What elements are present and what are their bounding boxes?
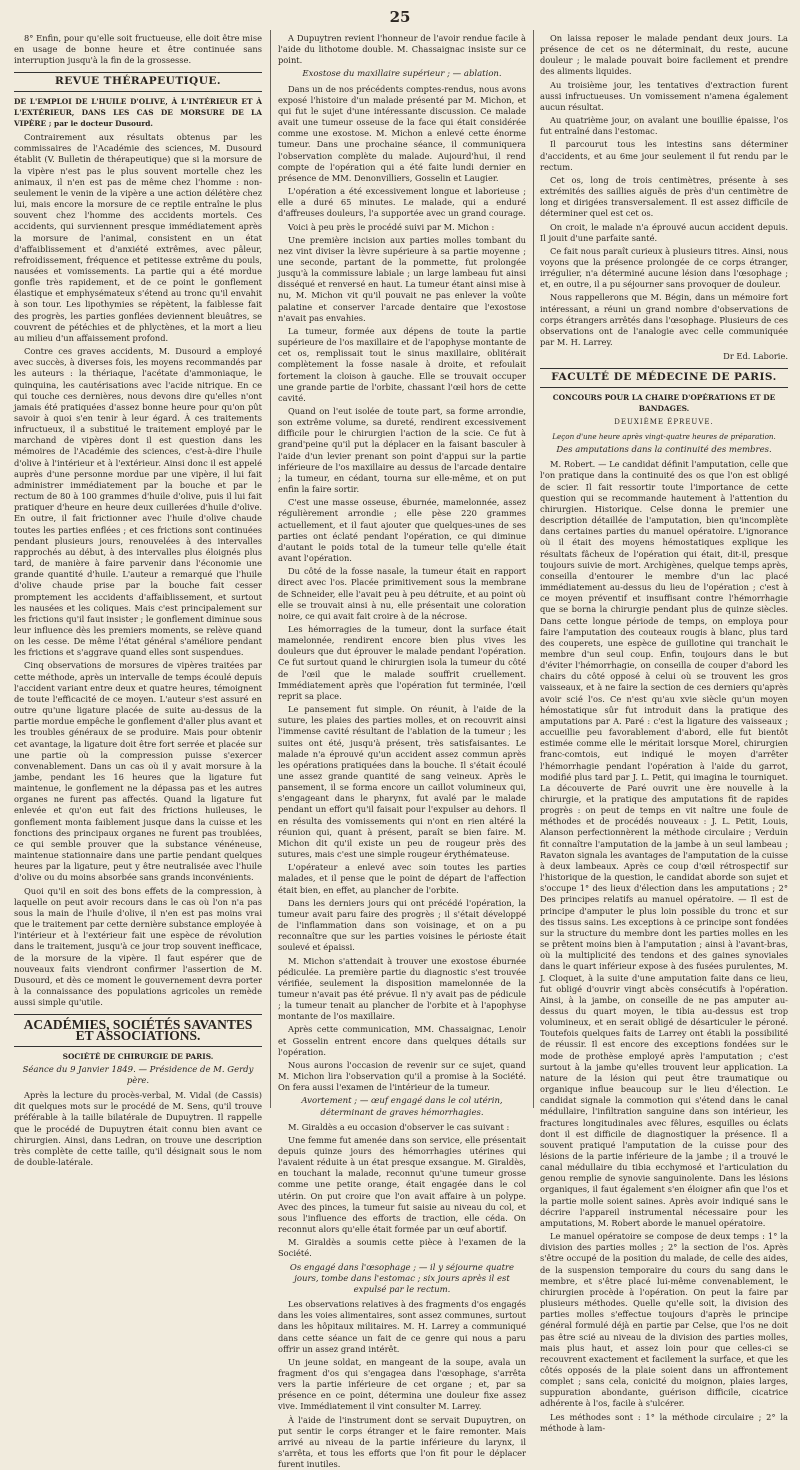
paragraph: M. Giraldès a eu occasion d'observer le cas suivant : bbox=[288, 1121, 510, 1132]
column-3 bbox=[540, 33, 788, 1433]
paragraph: A Dupuytren revient l'honneur de l'avoir rendue facile à l'aide du lithotome double. M. Chassaignac insiste sur ce point. bbox=[278, 33, 526, 66]
paragraph: Les observations relatives à des fragments d'os engagés dans les voies alimentaires, sont assez communes, surtout dans les hôpitaux militaires. M. H. Larrey a communiqué dans cette séance un fait de ce genre qui nous a paru offrir un assez grand intérêt. bbox=[278, 1299, 526, 1354]
paragraph: C'est une masse osseuse, éburnée, mamelonnée, assez régulièrement arrondie ; elle pèse 220 grammes actuellement, et il faut ajouter que quelques-unes de ses parties ont éclaté pendant l'opération, ce qui diminue d'autant le poids total de la tumeur telle qu'elle était avant l'opération. bbox=[278, 497, 526, 564]
section-title-revue: REVUE THÉRAPEUTIQUE. bbox=[14, 72, 262, 91]
paragraph: À l'aide de l'instrument dont se servait Dupuytren, on put sentir le corps étranger et le faire remonter. Mais arrivé au niveau de la partie inférieure du larynx, il s'arrêta, et tous les efforts que l'on fit pour le déplacer furent inutiles. bbox=[278, 1414, 526, 1470]
subheading-os: Os engagé dans l'œsophage ; — il y séjourne quatre jours, tombe dans l'estomac ; six jours après il est expulsé par le rectum. bbox=[289, 1262, 515, 1295]
paragraph: Une première incision aux parties molles tombant du nez vint diviser la lèvre supérieure à sa partie moyenne ; une seconde, partant de la pommette, fut prolongée jusqu'à la commissure labiale ; un large lambeau fut ainsi disséqué et renversé en haut. La tumeur étant ainsi mise à nu, M. Michon vit qu'il pouvait ne pas enlever la voûte palatine et conserver l'arcade dentaire que l'exostose n'avait pas envahies. bbox=[278, 234, 526, 323]
session-line: Séance du 9 Janvier 1849. — Présidence de M. Gerdy père. bbox=[22, 1064, 254, 1086]
paragraph: Les méthodes sont : 1° la méthode circulaire ; 2° la méthode à lam- bbox=[540, 1411, 788, 1433]
contest-title: CONCOURS POUR LA CHAIRE D'OPÉRATIONS ET DE BANDAGES. bbox=[552, 392, 776, 413]
paragraph: Cinq observations de morsures de vipères traitées par cette méthode, après un intervalle de temps écoulé depuis l'accident variant entre deux et quatre heures, témoignent de toute l'efficacité de ce moyen. L'auteur s'est assuré en outre qu'une ligature placée de suite au-dessus de la partie mordue empêche le gonflement d'aller plus avant et les troubles généraux de se produire. Mais pour obtenir cet avantage, la ligature doit être fort serrée et placée sur une partie où la compression puisse s'exercer convenablement. Dans un cas où il y avait morsure à la jambe, pendant les 16 heures que la ligature fut maintenue, le gonflement ne la dépassa pas et les autres organes ne furent pas affectés. Quand la ligature fut enlevée et qu'on eut fait des frictions huileuses, le gonflement monta faiblement jusque dans la cuisse et les fonctions des principaux organes ne furent pas troublées, ce qui semble prouver que la substance vénéneuse, maintenue stationnaire dans une partie pendant quelques heures par la ligature, peut y être neutralisée avec l'huile d'olive ou du moins absorbée sans grands inconvénients. bbox=[14, 660, 262, 883]
paragraph: On laissa reposer le malade pendant deux jours. La présence de cet os ne déterminait, du reste, aucune douleur ; le malade pouvait boire facilement et prendre des aliments liquides. bbox=[540, 33, 788, 77]
paragraph: Au troisième jour, les tentatives d'extraction furent aussi infructueuses. Un vomissement n'amena également aucun résultat. bbox=[540, 79, 788, 112]
paragraph: Le pansement fut simple. On réunit, à l'aide de la suture, les plaies des parties molles, et on recouvrit ainsi l'immense cavité résultant de l'ablation de la tumeur ; les suites ont été, jusqu'à présent, très satisfaisantes. Le malade n'a éprouvé qu'un accident assez commun après les opérations pratiquées dans la bouche. Il s'était écoulé une assez grande quantité de sang veineux. Après le pansement, il se forma encore un caillot volumineux qui, s'engageant dans le pharynx, fut avalé par le malade pendant un effort qu'il faisait pour l'expulser au dehors. Il en résulta des vomissements qui n'ont en rien altéré la réunion qui, quant à présent, paraît se bien faire. M. Michon dit qu'il existe un peu de rougeur près des sutures, mais c'est une simple rougeur érythémateuse. bbox=[278, 704, 526, 860]
paragraph: Un jeune soldat, en mangeant de la soupe, avala un fragment d'os qui s'engagea dans l'œsophage, s'arrêta vers la partie inférieure de cet organe ; et, par sa présence en ce point, détermina une douleur fixe assez vive. Immédiatement il vint consulter M. Larrey. bbox=[278, 1356, 526, 1412]
paragraph: Nous rappellerons que M. Bégin, dans un mémoire fort intéressant, a réuni un grand nombre d'observations de corps étrangers arrêtés dans l'œsophage. Plusieurs de ces observations ont de l'analogie avec celle communiquée par M. H. Larrey. bbox=[540, 292, 788, 348]
subheading-exostose: Exostose du maxillaire supérieur ; — ablation. bbox=[302, 69, 502, 80]
paragraph: Nous aurons l'occasion de revenir sur ce sujet, quand M. Michon lira l'observation qu'il a promise à la Société. On fera aussi l'examen de l'intérieur de la tumeur. bbox=[278, 1059, 526, 1093]
column-2 bbox=[278, 33, 526, 1470]
paragraph: On croit, le malade n'a éprouvé aucun accident depuis. Il jouit d'une parfaite santé. bbox=[540, 221, 788, 243]
paragraph: M. Giraldès a soumis cette pièce à l'examen de la Société. bbox=[278, 1237, 526, 1259]
paragraph: Contrairement aux résultats obtenus par les commissaires de l'Académie des sciences, M. Dusourd établit (V. Bulletin de thérapeutique) que si la morsure de la vipère n'est pas le plus souvent mortelle chez les animaux, il n'en est pas de même chez l'homme : non-seulement le venin de la vipère a une action délétère chez lui, mais encore la morsure de ce reptile entraîne le plus souvent chez l'homme des accidents mortels. Ces accidents, qui surviennent presque immédiatement après la morsure de l'animal, consistent en un état d'affaiblissement et d'anxiété extrêmes, avec pâleur, refroidissement, fréquence et petitesse extrême du pouls, nausées et vomissements. La partie qui a été mordue gonfle très rapidement, et de ce point le gonflement élastique et emphysémateux s'étend au tronc qu'il envahit à son tour. Les lipothymies se répètent, la faiblesse fait des progrès, les parties gonflées deviennent bleuâtres, se couvrent de pétéchies et de phlyctènes, et la mort a lieu au milieu d'un affaissement profond. bbox=[14, 132, 262, 343]
paragraph: Voici à peu près le procédé suivi par M. Michon : bbox=[288, 221, 495, 232]
paragraph: M. Robert. — Le candidat définit l'amputation, celle que l'on pratique dans la continuité des os que l'on est obligé de scier. Il fait ressortir toute l'importance de cette question qui se recommande hautement à l'attention du chirurgien. Historique. Celse donna le premier une description détaillée de l'amputation, bien qu'incomplète dans certaines parties du manuel opératoire. L'ignorance où il était des moyens hémostatiques explique les résultats fâcheux de l'opération qui était, dit-il, presque toujours suivie de mort. Archigènes, quelque temps après, conseilla d'entourer le membre d'un lac placé immédiatement au-dessus du lieu de l'opération ; c'est à ce moyen préventif et insuffisant contre l'hémorrhagie que se borna la chirurgie pendant plus de quinze siècles. Dans cette longue période de temps, on employa pour faire l'amputation des couteaux rougis à blanc, plus tard des couperets, une espèce de guillotine qui tranchait le membre d'un seul coup. Enfin, toujours dans le but d'éviter l'hémorrhagie, on conseilla de couper d'abord les chairs du côté opposé à celui où se trouvent les gros vaisseaux, et à ne faire la section de ces derniers qu'après avoir scié l'os. Ce n'est qu'au xvie siècle qu'un moyen hémostatique sûr fut introduit dans la pratique des amputations par A. Paré : c'est la ligature des vaisseaux ; accueillie peu favorablement d'abord, elle fut bientôt estimée comme elle le méritait lorsque Morel, chirurgien franc-comtois, eut indiqué le moyen d'arrêter l'hémorrhagie pendant l'opération à l'aide du garrot, modifié plus tard par J. L. Petit, qui imagina le tourniquet. La découverte de Paré ouvrit une ère nouvelle à la chirurgie, et la pratique des amputations fit de rapides progrès : on peut de temps en vit naître une foule de méthodes et de procédés nouveaux : J. L. Petit, Louis, Alanson perfectionnèrent la méthode circulaire ; Verduin fit connaître l'amputation de la jambe à un seul lambeau ; Ravaton signala les avantages de l'amputation de la cuisse à deux lambeaux. Après ce coup d'œil rétrospectif sur l'historique de la question, le candidat aborde son sujet et s'occupe 1° des lieux d'élection dans les amputations ; 2° Des principes relatifs au manuel opératoire. — Il est de principe d'amputer le plus loin possible du tronc et sur des tissus sains. Les exceptions à ce principe sont fondées sur la structure du membre dont les parties molles en les se prêtent moins bien à l'amputation ; ainsi à l'avant-bras, où la multiplicité des tendons et des gaines synoviales dans le quart inférieur expose à des fusées purulentes, M. J. Cloquet, à la suite d'une amputation faite dans ce lieu, fut obligé d'ouvrir vingt abcès consécutifs à l'opération. Ainsi, à la jambe, on conseille de ne pas amputer au-dessus du quart moyen, le tibia au-dessus est trop volumineux, et en serait obligé de désarticuler le péroné. Toutefois quelques faits de Larrey ont établi la possibilité de réussir. Il est encore des exceptions fondées sur le mode de prothèse employé après l'amputation ; c'est surtout à la jambe qu'elles trouvent leur application. La nature de la lésion qui peut être traumatique ou organique influe beaucoup sur le lieu d'élection. Le candidat signale la commotion qui s'étend dans le canal médullaire, l'infiltration sanguine dans son intérieur, les fractures longitudinales avec fêlures, esquilles ou éclats dont il est difficile de diagnostiquer la présence. Il a souvent pratiqué l'amputation de la cuisse pour des lésions de la partie inférieure de la jambe ; il a trouvé le canal médullaire du tibia ecchymosé et l'articulation du genou remplie de synovie sanguinolente. Dans les lésions organiques, il faut également s'en éloigner afin que l'os et la partie molle soient saines. Après avoir indiqué sans le décrire l'appareil instrumental nécessaire pour les amputations, M. Robert aborde le manuel opératoire. bbox=[540, 459, 788, 1228]
paragraph: Cet os, long de trois centimètres, présente à ses extrémités des saillies aiguës de près d'un centimètre de long et dirigées transversalement. Il est assez difficile de déterminer quel est cet os. bbox=[540, 174, 788, 219]
section-title-academies: ACADÉMIES, SOCIÉTÉS SAVANTES ET ASSOCIATIONS. bbox=[14, 1014, 262, 1046]
paragraph: Après la lecture du procès-verbal, M. Vidal (de Cassis) dit quelques mots sur le procédé de M. Sens, qu'il trouve préférable à la taille bilatérale de Dupuytren. Il rappelle que le procédé de Dupuytren était connu bien avant ce chirurgien. Ainsi, dans Ledran, on trouve une description très complète de cette taille, qu'il désignait sous le nom de double-latérale. bbox=[14, 1090, 262, 1167]
paragraph: Après cette communication, MM. Chassaignac, Lenoir et Gosselin entrent encore dans quelques détails sur l'opération. bbox=[278, 1024, 526, 1057]
author-signature: Dr Ed. Laborie. bbox=[723, 351, 788, 362]
paragraph: Le manuel opératoire se compose de deux temps : 1° la division des parties molles ; 2° la section de l'os. Après s'être occupé de la position du malade, de celle des aides, de la suspension temporaire du cours du sang dans le membre, et s'être placé lui-même convenablement, le chirurgien procède à l'opération. On peut la faire par plusieurs méthodes. Quelle qu'elle soit, la division des parties molles s'effectue toujours d'après le principe général formulé déjà en partie par Celse, que l'os ne doit pas être scié au niveau de la division des parties molles, mais plus haut, et assez loin pour que celles-ci se recouvrent exactement et facilement la surface, et que les côtés opposés de la plaie soient dans un affrontement complet ; sans cela, conicité du moignon, plaies larges, suppuration abondante, guérison difficile, cicatrice adhérente à l'os, facile à s'ulcérer. bbox=[540, 1231, 788, 1409]
paragraph: Dans un de nos précédents comptes-rendus, nous avons exposé l'histoire d'un malade présenté par M. Michon, et qui fut le sujet d'une intéressante discussion. Ce malade avait une tumeur osseuse de la face qui était considérée comme une exostose. M. Michon a enlevé cette énorme tumeur. Dans une prochaine séance, il communiquera l'observation complète du malade. Aujourd'hui, il rend compte de l'opération qui a été faite lundi dernier en présence de MM. Denonvilliers, Gosselin et Laugier. bbox=[278, 83, 526, 183]
intro-paragraph: 8° Enfin, pour qu'elle soit fructueuse, elle doit être mise en usage de bonne heure et être continuée sans interruption jusqu'à la fin de la grossesse. bbox=[14, 33, 262, 66]
column-divider bbox=[270, 30, 271, 1108]
article-heading: DE L'EMPLOI DE L'HUILE D'OLIVE, À L'INTÉRIEUR ET À L'EXTÉRIEUR, DANS LES CAS DE MORSURE DE LA VIPÈRE ; par le docteur Dusourd. bbox=[14, 96, 262, 128]
paragraph: L'opérateur a enlevé avec soin toutes les parties malades, et il pense que le point de départ de l'affection était bien, en effet, au plancher de l'orbite. bbox=[278, 862, 526, 895]
epreuve-title: DEUXIÈME ÉPREUVE. bbox=[614, 417, 714, 426]
paragraph: La tumeur, formée aux dépens de toute la partie supérieure de l'os maxillaire et de l'apophyse montante de cet os, remplissait tout le sinus maxillaire, oblitérait complètement la fosse nasale à droite, et refoulait fortement la cloison à gauche. Elle se trouvait occuper une grande partie de l'orbite, chassant l'œil hors de cette cavité. bbox=[278, 325, 526, 403]
paragraph: M. Michon s'attendait à trouver une exostose éburnée pédiculée. La première partie du diagnostic s'est trouvée vérifiée, seulement la disposition mamelonnée de la tumeur n'avait pas été prévue. Il n'y avait pas de pédicule ; la tumeur tenait au plancher de l'orbite et à l'apophyse montante de l'os maxillaire. bbox=[278, 955, 526, 1022]
paragraph: Les hémorragies de la tumeur, dont la surface était mamelonnée, rendirent encore bien plus vives les douleurs que dut éprouver le malade pendant l'opération. Ce fut surtout quand le chirurgien isola la tumeur du côté de l'œil que le malade souffrit cruellement. Immédiatement après que l'opération fut terminée, l'œil reprit sa place. bbox=[278, 623, 526, 701]
subheading-avortement: Avortement ; — œuf engagé dans le col utérin, déterminant de graves hémorrhagies. bbox=[301, 1096, 503, 1118]
paragraph: Quoi qu'il en soit des bons effets de la compression, à laquelle on peut avoir recours dans le cas où l'on n'a pas sous la main de l'huile d'olive, il n'en est pas moins vrai que le traitement par cette dernière substance employée à l'intérieur et à l'extérieur fait une espèce de révolution dans le traitement, jusqu'à ce jour trop souvent inefficace, de la morsure de la vipère. Il faut espérer que de nouveaux faits viendront confirmer l'assertion de M. Dusourd, et dès ce moment le gouvernement devra porter à la connaissance des populations agricoles un remède aussi simple qu'utile. bbox=[14, 885, 262, 1008]
column-divider bbox=[533, 30, 534, 1108]
paragraph: L'opération a été excessivement longue et laborieuse ; elle a duré 65 minutes. Le malade, qui a enduré d'affreuses douleurs, l'a supportée avec un grand courage. bbox=[278, 186, 526, 219]
paragraph: Au quatrième jour, on avalant une bouillie épaisse, l'os fut entraîné dans l'estomac. bbox=[540, 115, 788, 137]
page-number: 25 bbox=[389, 8, 411, 26]
paragraph: Ce fait nous paraît curieux à plusieurs titres. Ainsi, nous voyons que la présence prolongée de ce corps étranger, irrégulier, n'a déterminé aucune lésion dans l'œsophage ; et, en outre, il a pu séjourner sans provoquer de douleur. bbox=[540, 245, 788, 290]
paragraph: Du côté de la fosse nasale, la tumeur était en rapport direct avec l'os. Placée primitivement sous la membrane de Schneider, elle l'avait peu à peu détruite, et au point où elle se trouvait ainsi à nu, elle présentait une coloration noire, ce qui avait fait croire à de la nécrose. bbox=[278, 566, 526, 621]
subheading-amputations: Des amputations dans la continuité des membres. bbox=[556, 445, 772, 456]
paragraph: Une femme fut amenée dans son service, elle présentait depuis quinze jours des hémorrhagies utérines qui l'avaient réduite à un état presque exsangue. M. Giraldès, en touchant la malade, reconnut qu'une tumeur grosse comme une petite orange, était engagée dans le col utérin. On put croire que l'on avait affaire à un polype. Avec des pinces, la tumeur fut saisie au niveau du col, et sous l'influence des efforts de traction, elle céda. On reconnut alors qu'elle était formée par un œuf abortif. bbox=[278, 1134, 526, 1235]
paragraph: Quand on l'eut isolée de toute part, sa forme arrondie, son extrême volume, sa dureté, rendirent excessivement difficile pour le chirurgien l'action de la scie. Ce fut à grand'peine qu'il put la déplacer en la faisant basculer à l'aide d'un levier prenant son point d'appui sur la partie inférieure de l'os maxillaire au dessus de l'arcade dentaire ; la tumeur, en cédant, tourna sur elle-même, et on put enfin la faire sortir. bbox=[278, 406, 526, 495]
society-title: SOCIÉTÉ DE CHIRURGIE DE PARIS. bbox=[62, 1051, 214, 1061]
paragraph: Dans les derniers jours qui ont précédé l'opération, la tumeur avait paru faire des progrès ; il s'était développé de l'inflammation dans son voisinage, et on a pu reconnaître que sur les parties voisines le périoste était soulevé et épaissi. bbox=[278, 897, 526, 953]
paragraph: Contre ces graves accidents, M. Dusourd a employé avec succès, à diverses fois, les moyens recommandés par les auteurs : la thériaque, l'acétate d'ammoniaque, le quinquina, les cautérisations avec l'acide nitrique. En ce qui touche ces dernières, nous devons dire qu'elles n'ont jamais été pratiquées d'assez bonne heure pour qu'on pût savoir à quoi s'en tenir à leur égard. À ces traitements infructueux, il a substitué le traitement employé par le marchand de vipères dont il est question dans les mémoires de l'Académie des sciences, c'est-à-dire l'huile d'olive à l'intérieur et à l'extérieur. Ainsi donc il est appelé auprès d'une personne mordue par une vipère, il lui fait administrer immédiatement par la bouche et par le rectum de 80 à 100 grammes d'huile d'olive, puis il lui fait pratiquer d'heure en heure deux cuillerées d'huile d'olive. En outre, il fait frictionner avec l'huile d'olive chaude toutes les parties enflées ; et ces frictions sont continuées pendant plusieurs jours, renouvelées à des intervalles rapprochés au début, à des intervalles plus éloignés plus tard, de manière à faire parvenir dans l'économie une grande quantité d'huile. L'auteur a remarqué que l'huile d'olive chaude prise par la bouche fait cesser promptement les accidents d'affaiblissement, et surtout les nausées et les coliques. Mais c'est principalement sur les frictions qu'il faut insister ; le gonflement diminue sous leur influence dès les premiers moments, se relève quand on les cesse. De même l'état général s'améliore pendant les frictions et s'aggrave quand elles sont suspendues. bbox=[14, 346, 262, 658]
paragraph: Il parcourut tous les intestins sans déterminer d'accidents, et au 6me jour seulement il fut rendu par le rectum. bbox=[540, 139, 788, 172]
column-1 bbox=[14, 33, 262, 1167]
section-title-faculte: FACULTÉ DE MÉDECINE DE PARIS. bbox=[540, 368, 788, 387]
lecon-line: Leçon d'une heure après vingt-quatre heures de préparation. bbox=[552, 432, 776, 441]
